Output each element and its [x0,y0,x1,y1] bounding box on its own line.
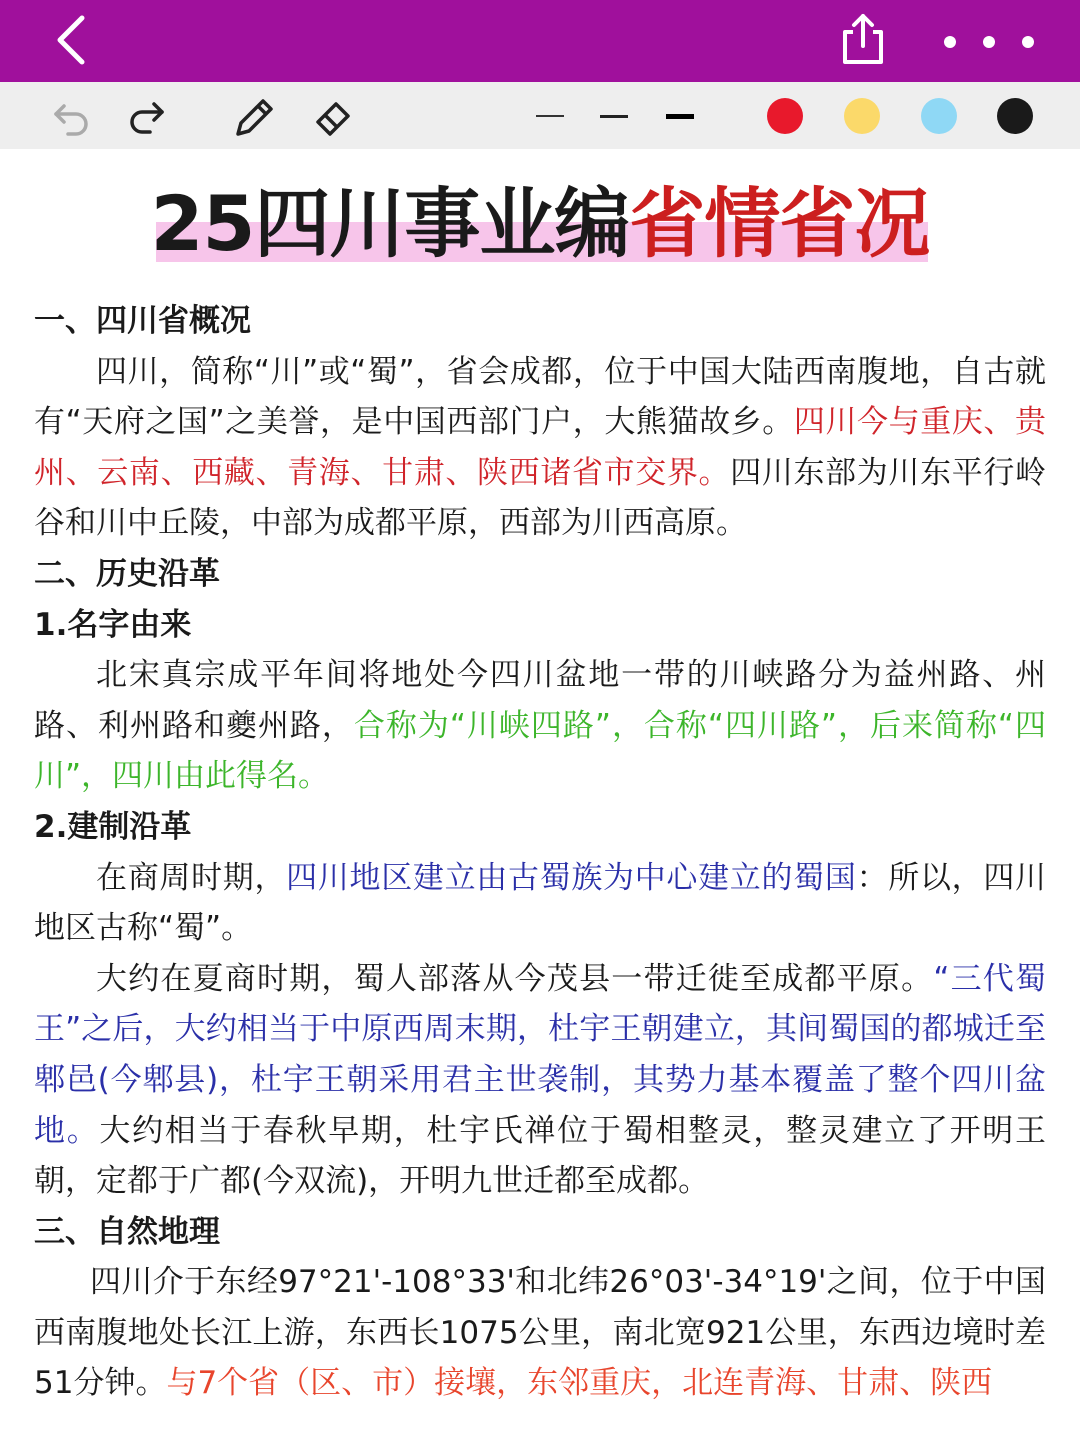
subsection-heading: 2.建制沿革 [34,808,192,845]
text-run: 四川东部为川东平行岭谷和川中丘陵，中部为成都平原，西部为川西高原。 [34,454,1047,542]
title-black-part: 25四川事业编 [150,179,630,268]
document-body [34,296,1046,1409]
page-title [0,174,1080,274]
share-icon[interactable] [836,10,890,68]
top-bar [0,0,1080,82]
title-area [0,160,1080,280]
section-heading: 三、自然地理 [34,1213,220,1250]
color-yellow-button[interactable] [844,98,880,134]
undo-icon[interactable] [50,96,92,136]
text-run: 大约相当于春秋早期，杜宇氏禅位于蜀相整灵，整灵建立了开明王朝，定都于广都(今双流)，开明九世迁都至成都。 [34,1112,1047,1200]
color-red-button[interactable] [767,98,803,134]
highlight-red-text: 四川今与重庆、贵州、云南、西藏、青海、甘肃、陕西诸省市交界。 [34,404,1047,491]
highlight-green-text: 合称为“川峡四路”，合称“四川路”，后来简称“四川”，四川由此得名。 [34,707,1046,795]
text-run: ：所以，四川地区古称“蜀”。 [34,859,1047,947]
paragraph [34,347,1046,549]
stroke-medium-button[interactable] [594,82,634,149]
text-run: 四川介于东经97°21'-108°33'和北纬26°03'-34°19'之间，位于中国西南腹地处长江上游，东西长1075公里，南北宽921公里，东西边境时差51分钟。 [34,1264,1046,1402]
color-black-button[interactable] [997,98,1033,134]
stroke-thin-button[interactable] [530,82,570,149]
highlight-blue-text: 四川地区建立由古蜀族为中心建立的蜀国 [286,859,857,896]
redo-icon[interactable] [126,96,168,136]
drawing-toolbar [0,82,1080,149]
paragraph [34,853,1046,954]
paragraph [34,954,1046,1207]
text-run: 大约在夏商时期，蜀人部落从今茂县一带迁徙至成都平原。 [96,960,934,997]
paragraph [34,1257,1046,1409]
text-run: 北宋真宗成平年间将地处今四川盆地一带的川峡路分为益州路、州路、利州路和夔州路， [34,657,1046,744]
section-heading: 一、四川省概况 [34,303,251,339]
eraser-icon[interactable] [310,94,356,140]
pencil-icon[interactable] [232,94,278,140]
section-heading: 二、历史沿革 [34,555,220,592]
more-dots-icon[interactable] [932,22,1044,62]
highlight-blue-text: “三代蜀王”之后，大约相当于中原西周末期，杜宇王朝建立，其间蜀国的都城迁至郫邑(今郫县)，杜宇王朝采用君主世袭制，其势力基本覆盖了整个四川盆地。 [34,960,1047,1149]
text-run: 在商周时期， [96,859,287,896]
stroke-thick-button[interactable] [660,82,700,149]
text-run: 四川，简称“川”或“蜀”，省会成都，位于中国大陆西南腹地，自古就有“天府之国”之美誉，是中国西部门户，大熊猫故乡。 [34,353,1046,441]
color-blue-button[interactable] [921,98,957,134]
chevron-left-icon[interactable] [48,12,98,68]
subsection-heading: 1.名字由来 [34,606,192,643]
highlight-orange-text: 与7个省（区、市）接壤，东邻重庆，北连青海、甘肃、陕西 [166,1365,993,1402]
paragraph [34,650,1046,802]
title-red-part: 省情省况 [629,179,930,268]
